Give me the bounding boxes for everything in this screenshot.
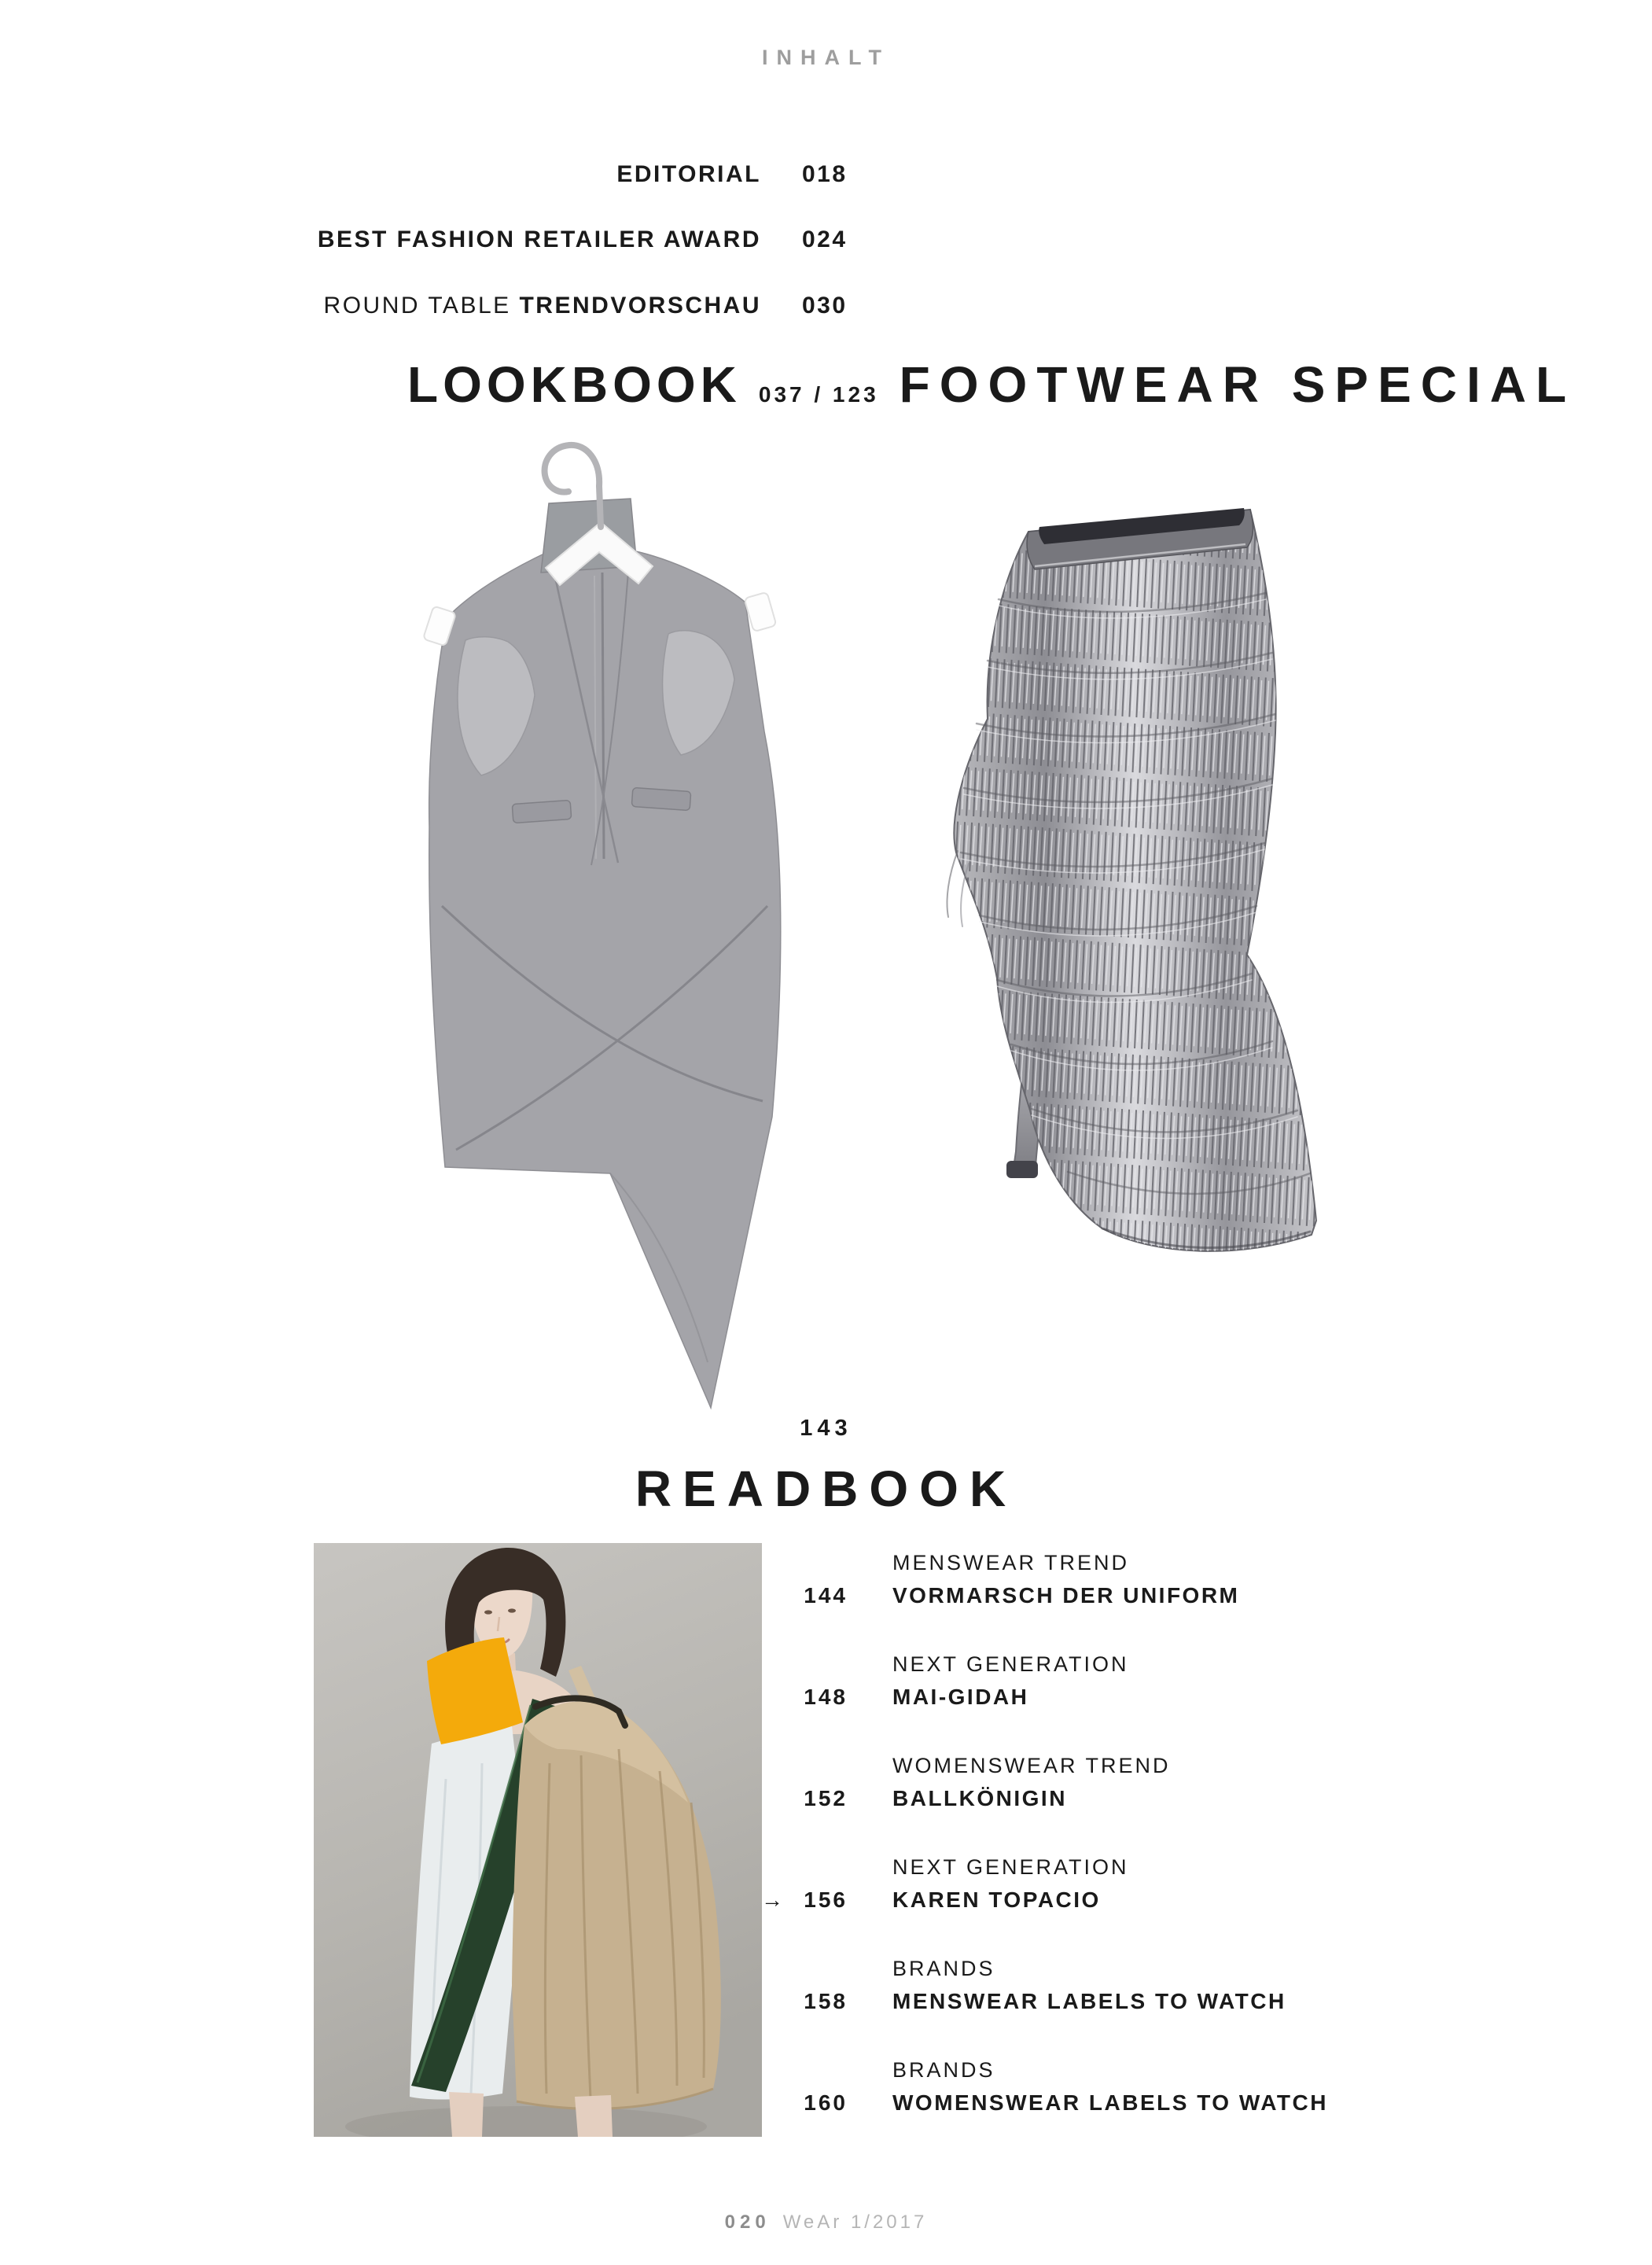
toc-label [318, 226, 761, 253]
toc-page-number: 030 [802, 293, 848, 319]
entry-page-number: 152 [804, 1786, 848, 1810]
page-footer [0, 2212, 1652, 2234]
entry-title: WOMENSWEAR LABELS TO WATCH [892, 2090, 1328, 2115]
toc-row-best-fashion-retailer-award [0, 226, 848, 253]
entry-page-number: 158 [804, 1989, 848, 2013]
entry-title: KAREN TOPACIO [892, 1888, 1101, 1912]
readbook-page-number: 143 [800, 1416, 852, 1441]
toc-label-prefix: ROUND TABLE [323, 293, 520, 319]
lookbook-page-range: 037 / 123 [758, 382, 879, 407]
toc-label-title: BEST FASHION RETAILER AWARD [317, 226, 761, 252]
entry-arrow: → [761, 1888, 783, 1912]
entry-title: MAI-GIDAH [892, 1685, 1029, 1709]
toc-label-title: EDITORIAL [616, 161, 761, 187]
toc-label [616, 161, 761, 188]
model-photo [314, 1543, 762, 2137]
entry-title: VORMARSCH DER UNIFORM [892, 1583, 1240, 1608]
entry-page-number: 148 [804, 1685, 848, 1709]
entry-title: BALLKÖNIGIN [892, 1786, 1067, 1810]
lookbook-subtitle: FOOTWEAR SPECIAL [899, 356, 1577, 413]
footer-page-number: 020 [724, 2212, 771, 2233]
entry-category: BRANDS [892, 2058, 995, 2082]
dress-illustration [423, 445, 781, 1408]
readbook-entry [0, 2058, 1652, 2133]
entry-category: NEXT GENERATION [892, 1855, 1129, 1879]
entry-category: NEXT GENERATION [892, 1652, 1129, 1676]
readbook-entry [0, 1551, 1652, 1626]
entry-page-number: 160 [804, 2090, 848, 2115]
toc-page-number: 018 [802, 161, 848, 187]
readbook-heading: READBOOK [635, 1460, 1017, 1517]
readbook-entry [0, 1652, 1652, 1727]
entry-page-number: 156 [804, 1888, 848, 1912]
entry-category: WOMENSWEAR TREND [892, 1754, 1171, 1777]
readbook-entry [0, 1754, 1652, 1829]
toc-label [324, 293, 761, 319]
boot-illustration [947, 508, 1317, 1251]
dress-photo [393, 434, 833, 1417]
toc-page-number: 024 [802, 226, 848, 252]
toc-label-title: TRENDVORSCHAU [519, 293, 761, 319]
lookbook-heading [407, 355, 1576, 414]
footer-issue: WeAr 1/2017 [782, 2212, 928, 2233]
entry-title: MENSWEAR LABELS TO WATCH [892, 1989, 1286, 2013]
boot-photo [873, 481, 1345, 1315]
page-header: INHALT [762, 46, 890, 69]
entry-category: BRANDS [892, 1957, 995, 1980]
entry-page-number: 144 [804, 1583, 848, 1608]
readbook-entry [0, 1957, 1652, 2031]
readbook-entry [0, 1855, 1652, 1930]
entry-category: MENSWEAR TREND [892, 1551, 1130, 1574]
toc-row-editorial [0, 161, 848, 188]
lookbook-title: LOOKBOOK [407, 356, 741, 413]
toc-row-round-table [0, 293, 848, 319]
